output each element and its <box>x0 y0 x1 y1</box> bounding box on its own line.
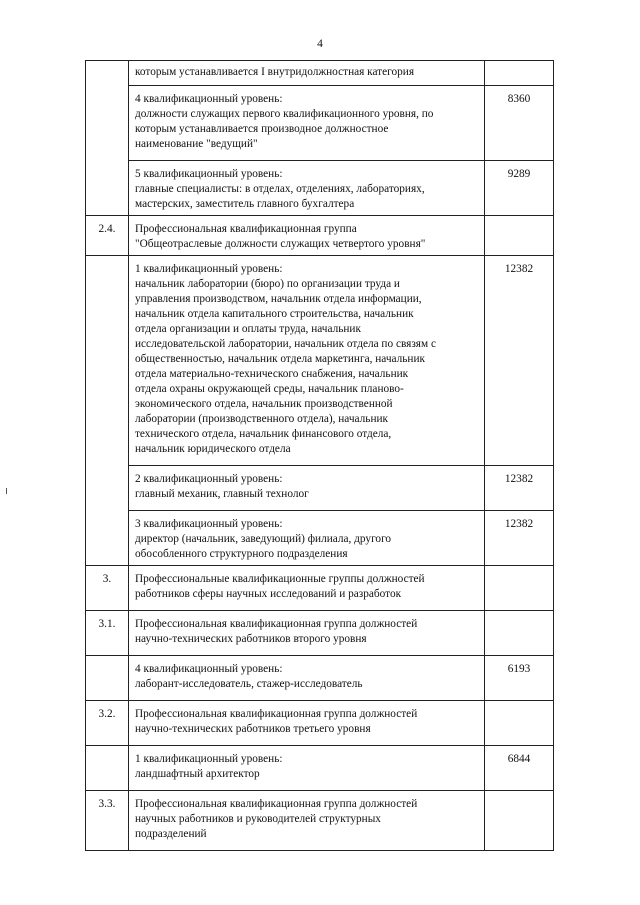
row-description-line: которым устанавливается I внутридолжностная категория <box>135 66 415 78</box>
row-salary-value <box>485 61 554 86</box>
row-description-line: обособленного структурного подразделения <box>135 548 348 560</box>
row-description-line: 5 квалификационный уровень: <box>135 168 283 180</box>
row-number <box>86 746 129 791</box>
row-description-line: главные специалисты: в отделах, отделениях, лабораториях, <box>135 183 425 195</box>
row-description <box>129 466 485 511</box>
row-salary-value: 6844 <box>485 746 554 791</box>
row-description <box>129 656 485 701</box>
row-salary-value <box>485 611 554 656</box>
row-description <box>129 746 485 791</box>
row-description-line: Профессиональная квалификационная группа должностей <box>135 708 418 720</box>
row-salary-value <box>485 566 554 611</box>
row-description-line: 1 квалификационный уровень: <box>135 753 283 765</box>
row-description-line: Профессиональные квалификационные группы должностей <box>135 573 425 585</box>
row-description-line: Профессиональная квалификационная группа <box>135 223 357 235</box>
row-description <box>129 611 485 656</box>
row-description-line: отдела материально-технического снабжения, начальник <box>135 368 409 380</box>
row-description-line: управления производством, начальник отдела информации, <box>135 293 422 305</box>
row-description <box>129 791 485 851</box>
row-description-line: наименование "ведущий" <box>135 138 258 150</box>
row-number <box>86 656 129 701</box>
row-number <box>86 61 129 86</box>
row-description-line: лаборант-исследователь, стажер-исследователь <box>135 678 363 690</box>
row-description-line: мастерских, заместитель главного бухгалтера <box>135 198 355 210</box>
row-description-line: должности служащих первого квалификационного уровня, по <box>135 108 434 120</box>
row-salary-value: 6193 <box>485 656 554 701</box>
row-salary-value: 12382 <box>485 511 554 566</box>
row-description-line: подразделений <box>135 828 207 840</box>
scan-artifact <box>6 488 7 494</box>
table-row <box>86 791 554 851</box>
row-description-line: экономического отдела, начальник производственной <box>135 398 393 410</box>
table-row <box>86 656 554 701</box>
row-description <box>129 511 485 566</box>
row-description-line: отдела организации и оплаты труда, начальник <box>135 323 361 335</box>
table-row <box>86 511 554 566</box>
row-description-line: 3 квалификационный уровень: <box>135 518 283 530</box>
row-description-line: "Общеотраслевые должности служащих четвертого уровня" <box>135 238 426 250</box>
row-description-line: 2 квалификационный уровень: <box>135 473 283 485</box>
row-description-line: научно-технических работников второго уровня <box>135 633 367 645</box>
row-salary-value: 12382 <box>485 256 554 466</box>
row-description-line: 1 квалификационный уровень: <box>135 263 283 275</box>
row-number: 3. <box>86 566 129 611</box>
row-salary-value: 12382 <box>485 466 554 511</box>
row-description-line: отдела охраны окружающей среды, начальник планово- <box>135 383 404 395</box>
row-salary-value: 9289 <box>485 161 554 216</box>
row-number <box>86 466 129 511</box>
row-description <box>129 566 485 611</box>
row-description-line: которым устанавливается производное должностное <box>135 123 389 135</box>
row-salary-value <box>485 701 554 746</box>
row-number <box>86 511 129 566</box>
row-description-line: начальник отдела капитального строительства, начальник <box>135 308 414 320</box>
row-description <box>129 61 485 86</box>
row-description-line: 4 квалификационный уровень: <box>135 93 283 105</box>
page-number: 4 <box>317 38 323 50</box>
salary-table <box>85 60 554 851</box>
row-description-line: исследовательской лаборатории, начальник отдела по связям с <box>135 338 436 350</box>
row-description-line: Профессиональная квалификационная группа должностей <box>135 618 418 630</box>
table-row <box>86 701 554 746</box>
row-description-line: начальник юридического отдела <box>135 443 291 455</box>
table-row <box>86 256 554 466</box>
row-description-line: главный механик, главный технолог <box>135 488 309 500</box>
row-number <box>86 86 129 161</box>
table-row <box>86 86 554 161</box>
row-number <box>86 161 129 216</box>
row-description <box>129 161 485 216</box>
row-description-line: общественностью, начальник отдела маркетинга, начальник <box>135 353 426 365</box>
table-row <box>86 161 554 216</box>
row-description <box>129 216 485 256</box>
row-salary-value <box>485 216 554 256</box>
row-description <box>129 86 485 161</box>
table-row <box>86 216 554 256</box>
table-row <box>86 746 554 791</box>
row-description-line: директор (начальник, заведующий) филиала, другого <box>135 533 392 545</box>
table-row <box>86 466 554 511</box>
table-row <box>86 566 554 611</box>
row-description-line: лаборатории (производственного отдела), начальник <box>135 413 389 425</box>
table-row <box>86 611 554 656</box>
row-number: 3.2. <box>86 701 129 746</box>
row-number <box>86 256 129 466</box>
row-salary-value: 8360 <box>485 86 554 161</box>
row-description-line: технического отдела, начальник финансового отдела, <box>135 428 392 440</box>
row-description-line: ландшафтный архитектор <box>135 768 260 780</box>
row-description-line: начальник лаборатории (бюро) по организации труда и <box>135 278 400 290</box>
row-description <box>129 256 485 466</box>
row-number: 3.3. <box>86 791 129 851</box>
row-salary-value <box>485 791 554 851</box>
row-description-line: Профессиональная квалификационная группа должностей <box>135 798 418 810</box>
row-description-line: 4 квалификационный уровень: <box>135 663 283 675</box>
row-number: 3.1. <box>86 611 129 656</box>
row-description <box>129 701 485 746</box>
row-description-line: научно-технических работников третьего уровня <box>135 723 371 735</box>
row-description-line: работников сферы научных исследований и разработок <box>135 588 402 600</box>
table-row <box>86 61 554 86</box>
row-number: 2.4. <box>86 216 129 256</box>
row-description-line: научных работников и руководителей структурных <box>135 813 381 825</box>
